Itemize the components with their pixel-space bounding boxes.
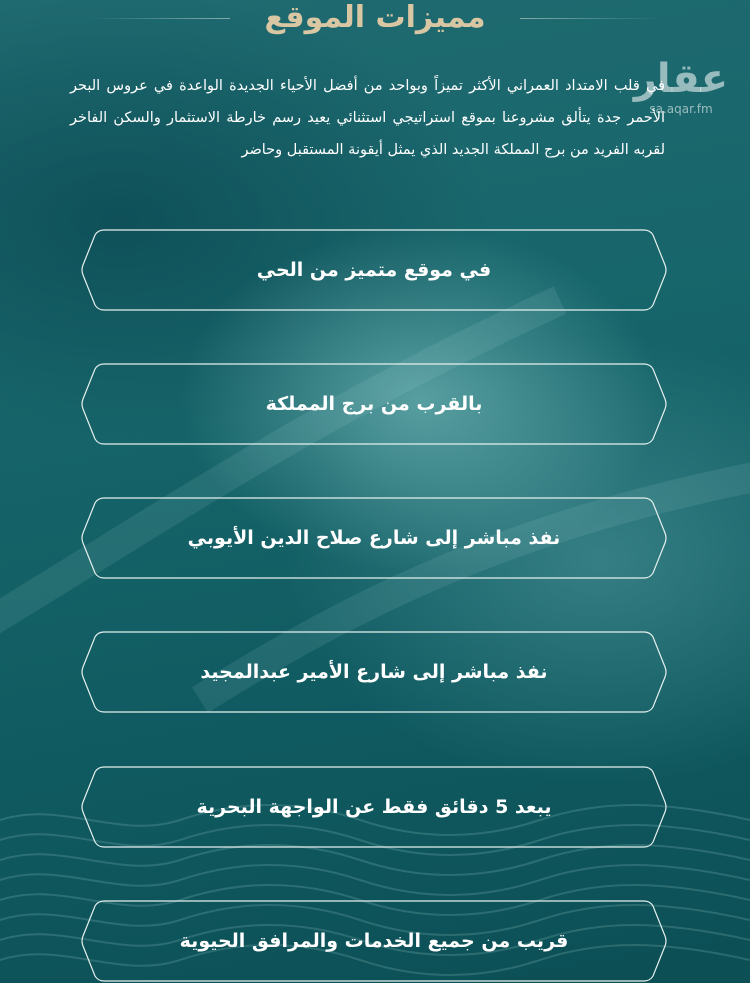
intro-paragraph: في قلب الامتداد العمراني الأكثر تميزاً وبواحد من أفضل الأحياء الجديدة الواعدة في عروس البحر الأحمر جدة يتألق مشروعنا بموقع استراتيجي استثنائي يعيد رسم خارطة الاستثمار والسكن الفاخر لقربه الفريد من برج المملكة الجديد الذي يمثل أيقونة المستقبل وحاضر — [70, 78, 665, 158]
feature-card — [82, 900, 666, 982]
watermark-url: sa.aqar.fm — [649, 102, 713, 116]
feature-label: يبعد 5 دقائق فقط عن الواجهة البحرية — [196, 796, 552, 818]
feature-card — [82, 766, 666, 848]
feature-label: نفذ مباشر إلى شارع صلاح الدين الأيوبي — [187, 527, 561, 549]
feature-card — [82, 229, 666, 311]
feature-card — [82, 631, 666, 713]
watermark-logo: عقار — [633, 56, 729, 102]
feature-card — [82, 497, 666, 579]
feature-label: في موقع متميز من الحي — [256, 259, 492, 281]
feature-label: نفذ مباشر إلى شارع الأمير عبدالمجيد — [200, 661, 548, 683]
feature-label: بالقرب من برج المملكة — [265, 393, 483, 415]
page-title: مميزات الموقع — [264, 0, 486, 35]
feature-card — [82, 363, 666, 445]
feature-label: قريب من جميع الخدمات والمرافق الحيوية — [179, 930, 569, 952]
